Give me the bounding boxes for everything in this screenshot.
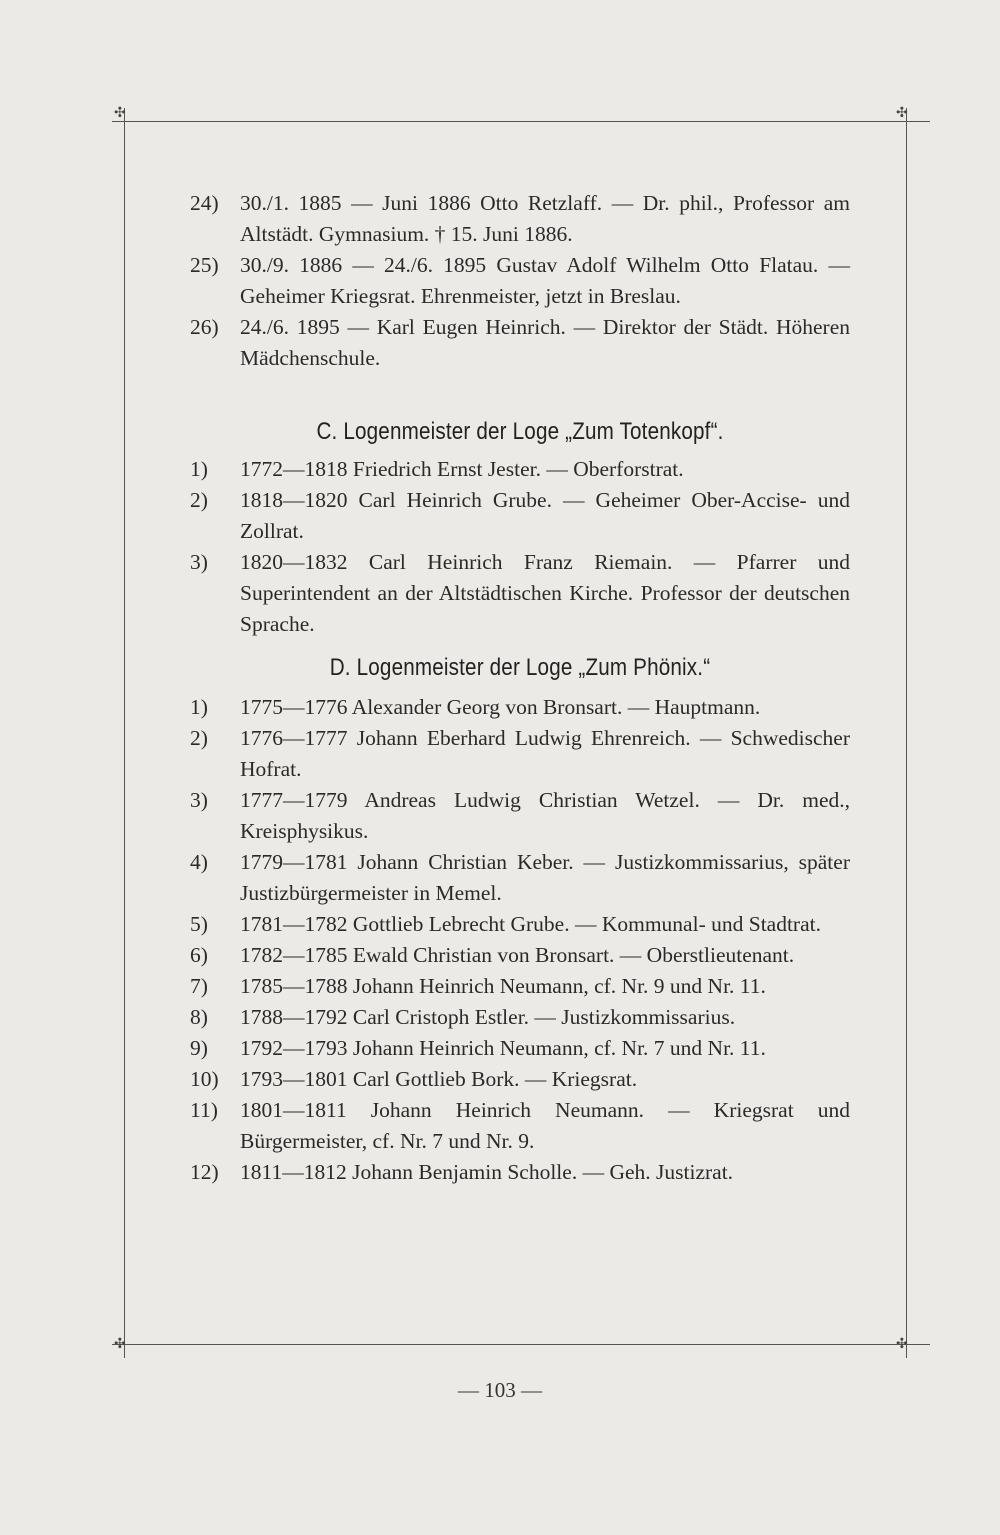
entry-text: 1779—1781 Johann Christian Keber. — Justizkommissarius, später Justizbürgermeister in Memel.: [240, 850, 850, 905]
corner-ornament-icon: ✣: [114, 105, 126, 121]
entry-text: 1772—1818 Friedrich Ernst Jester. — Oberforstrat.: [240, 457, 684, 481]
corner-ornament-icon: ✣: [896, 1336, 908, 1352]
entry-text: 24./6. 1895 — Karl Eugen Heinrich. — Direktor der Städt. Höheren Mädchenschule.: [240, 315, 850, 370]
list-item: [190, 1095, 850, 1157]
entry-text: 1785—1788 Johann Heinrich Neumann, cf. Nr. 9 und Nr. 11.: [240, 974, 766, 998]
entry-text: 1777—1779 Andreas Ludwig Christian Wetzel. — Dr. med., Kreisphysikus.: [240, 788, 850, 843]
list-item: [190, 940, 850, 971]
list-item: [190, 1033, 850, 1064]
list-item: [190, 454, 850, 485]
list-item: [190, 692, 850, 723]
section-c-heading: C. Logenmeister der Loge „Zum Totenkopf“.: [316, 418, 724, 445]
entry-text: 1782—1785 Ewald Christian von Bronsart. — Oberstlieutenant.: [240, 943, 795, 967]
list-item: [190, 1064, 850, 1095]
entry-number: 24): [190, 191, 219, 215]
entry-number: 7): [190, 974, 208, 998]
entry-number: 26): [190, 315, 219, 339]
list-item: [190, 1002, 850, 1033]
entry-text: 1792—1793 Johann Heinrich Neumann, cf. Nr. 7 und Nr. 11.: [240, 1036, 766, 1060]
frame-right-line: [906, 108, 907, 1358]
entry-text: 1776—1777 Johann Eberhard Ludwig Ehrenreich. — Schwedischer Hofrat.: [240, 726, 850, 781]
frame-bottom-line: [112, 1344, 930, 1345]
section-c-list: [190, 454, 850, 640]
entry-text: 1818—1820 Carl Heinrich Grube. — Geheimer Ober-Accise- und Zollrat.: [240, 488, 850, 543]
entry-text: 30./9. 1886 — 24./6. 1895 Gustav Adolf Wilhelm Otto Flatau. — Geheimer Kriegsrat. Ehrenmeister, jetzt in Breslau.: [240, 253, 850, 308]
entry-number: 9): [190, 1036, 208, 1060]
list-item: [190, 847, 850, 909]
entry-text: 1793—1801 Carl Gottlieb Bork. — Kriegsrat.: [240, 1067, 638, 1091]
entry-number: 4): [190, 850, 208, 874]
entry-text: 1801—1811 Johann Heinrich Neumann. — Kriegsrat und Bürgermeister, cf. Nr. 7 und Nr. 9.: [240, 1098, 850, 1153]
entry-text: 30./1. 1885 — Juni 1886 Otto Retzlaff. — Dr. phil., Professor am Altstädt. Gymnasium. † 15. Juni 1886.: [240, 191, 850, 246]
entry-number: 1): [190, 695, 208, 719]
entry-number: 25): [190, 253, 219, 277]
list-item: [190, 971, 850, 1002]
entry-text: 1781—1782 Gottlieb Lebrecht Grube. — Kommunal- und Stadtrat.: [240, 912, 821, 936]
entry-number: 1): [190, 457, 208, 481]
section-d-heading: D. Logenmeister der Loge „Zum Phönix.“: [329, 654, 711, 681]
list-item: [190, 1157, 850, 1188]
list-item: [190, 485, 850, 547]
entry-number: 5): [190, 912, 208, 936]
corner-ornament-icon: ✣: [896, 105, 908, 121]
list-item: [190, 785, 850, 847]
entry-number: 6): [190, 943, 208, 967]
corner-ornament-icon: ✣: [114, 1336, 126, 1352]
list-item: [190, 188, 850, 250]
entry-number: 11): [190, 1098, 218, 1122]
entry-text: 1811—1812 Johann Benjamin Scholle. — Geh. Justizrat.: [240, 1160, 734, 1184]
section-d-list: [190, 692, 850, 1188]
entry-number: 10): [190, 1067, 219, 1091]
page-number: — 103 —: [458, 1378, 542, 1402]
entry-number: 2): [190, 726, 208, 750]
list-item: [190, 312, 850, 374]
entry-text: 1775—1776 Alexander Georg von Bronsart. — Hauptmann.: [240, 695, 761, 719]
entry-number: 2): [190, 488, 208, 512]
frame-left-line: [124, 108, 125, 1358]
entry-number: 12): [190, 1160, 219, 1184]
entry-number: 3): [190, 550, 208, 574]
entry-number: 8): [190, 1005, 208, 1029]
frame-top-line: [112, 121, 930, 122]
list-item: [190, 723, 850, 785]
entry-number: 3): [190, 788, 208, 812]
list-item: [190, 250, 850, 312]
list-item: [190, 909, 850, 940]
list-item: [190, 547, 850, 640]
section-b-list: [190, 188, 850, 374]
entry-text: 1820—1832 Carl Heinrich Franz Riemain. — Pfarrer und Superintendent an der Altstädtischen Kirche. Professor der deutschen Sprache.: [240, 550, 850, 636]
entry-text: 1788—1792 Carl Cristoph Estler. — Justizkommissarius.: [240, 1005, 736, 1029]
